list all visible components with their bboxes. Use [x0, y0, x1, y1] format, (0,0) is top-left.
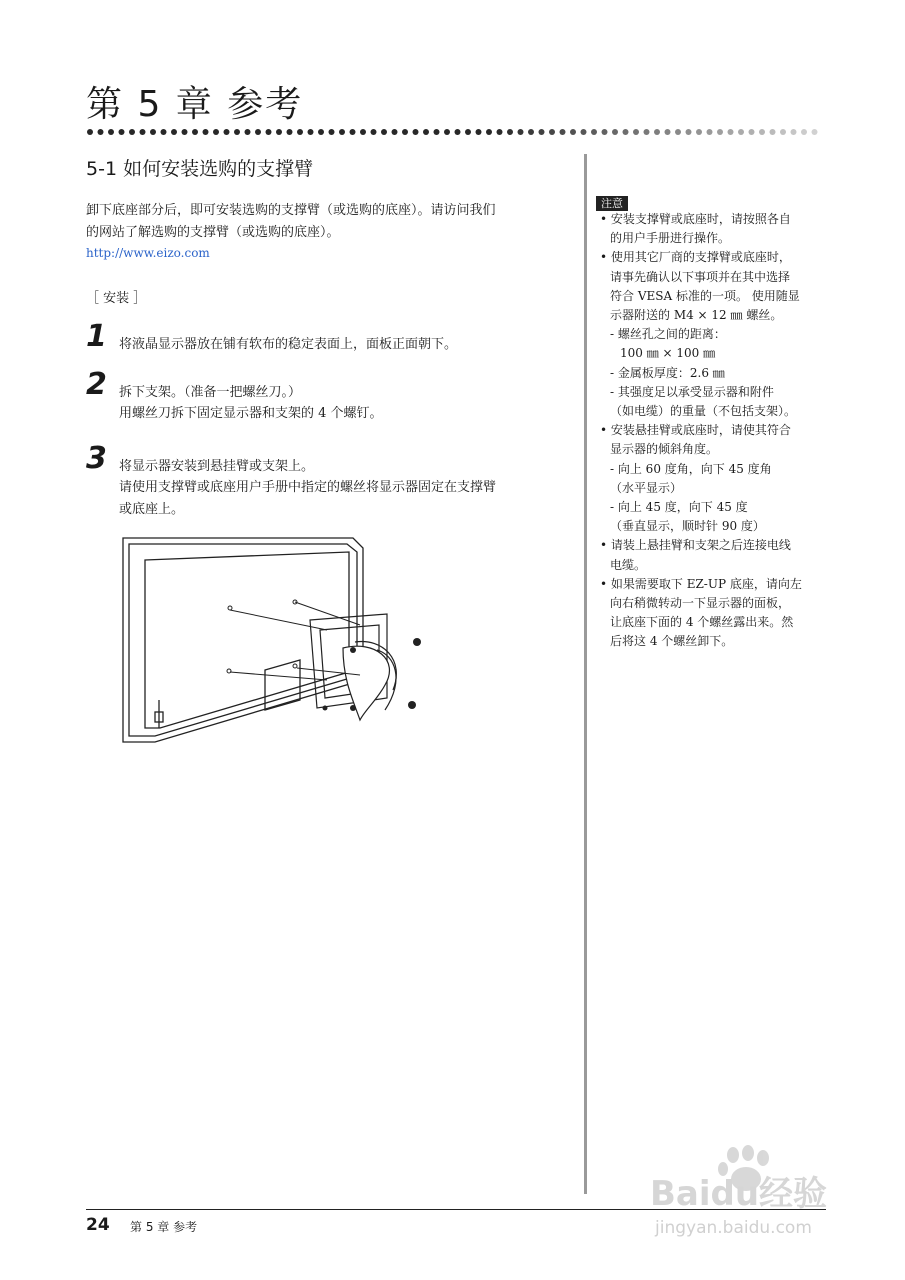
page-number: 24 [86, 1215, 110, 1235]
note-line: 100 ㎜ × 100 ㎜ [620, 346, 716, 361]
divider-dot [791, 129, 797, 135]
monitor-mounting-illustration [115, 530, 425, 750]
note-line: 让底座下面的 4 个螺丝露出来。然 [610, 615, 794, 630]
divider-dot [224, 129, 230, 135]
eizo-link[interactable]: http://www.eizo.com [86, 246, 210, 260]
note-line: • 请装上悬挂臂和支架之后连接电线 [600, 538, 791, 553]
note-line: （垂直显示，顺时针 90 度） [610, 519, 765, 534]
note-line: （水平显示） [610, 480, 683, 495]
intro-paragraph [86, 200, 571, 244]
divider-dot [234, 129, 240, 135]
divider-dot [581, 129, 587, 135]
step-body: 用螺丝刀拆下固定显示器和支架的 4 个螺钉。 [119, 406, 383, 421]
divider-dot [434, 129, 440, 135]
divider-dot [192, 129, 198, 135]
divider-dot [213, 129, 219, 135]
divider-dot [560, 129, 566, 135]
step-number: 3 [86, 441, 107, 476]
footer-chapter: 第 5 章 参考 [130, 1220, 198, 1234]
divider-dot [119, 129, 125, 135]
divider-dot [297, 129, 303, 135]
divider-dot [591, 129, 597, 135]
divider-dot [150, 129, 156, 135]
note-line: - 向上 45 度，向下 45 度 [610, 500, 748, 515]
note-line: 示器附送的 M4 × 12 ㎜ 螺丝。 [610, 308, 783, 323]
divider-dot [770, 129, 776, 135]
note-line: 符合 VESA 标准的一项。 使用随显 [610, 288, 800, 303]
divider-dot [287, 129, 293, 135]
intro-line: 的网站了解选购的支撑臂（或选购的底座）。 [86, 225, 340, 240]
divider-dot [455, 129, 461, 135]
divider-dot [644, 129, 650, 135]
install-heading: ［ 安装 ］ [86, 291, 147, 306]
divider-dot [780, 129, 786, 135]
divider-dot [339, 129, 345, 135]
note-line: • 使用其它厂商的支撑臂或底座时， [600, 250, 791, 265]
divider-dot [654, 129, 660, 135]
divider-dot [465, 129, 471, 135]
divider-dot [140, 129, 146, 135]
divider-dot [402, 129, 408, 135]
note-line: 向右稍微转动一下显示器的面板， [610, 596, 791, 611]
divider-dot [686, 129, 692, 135]
chapter-title: 第 5 章 参考 [86, 84, 304, 125]
step-title: 将液晶显示器放在铺有软布的稳定表面上，面板正面朝下。 [119, 337, 458, 352]
note-line: • 安装支撑臂或底座时，请按照各自 [600, 212, 791, 226]
baidu-watermark [650, 1145, 850, 1245]
divider-dot [423, 129, 429, 135]
divider-dot [318, 129, 324, 135]
intro-line: 卸下底座部分后，即可安装选购的支撑臂（或选购的底座）。请访问我们 [86, 203, 496, 218]
divider-dot [161, 129, 167, 135]
divider-dot [801, 129, 807, 135]
note-line: - 其强度足以承受显示器和附件 [610, 384, 774, 399]
divider-dot [539, 129, 545, 135]
divider-dot [728, 129, 734, 135]
column-divider [584, 154, 587, 1194]
divider-dot [108, 129, 114, 135]
divider-dot [98, 129, 104, 135]
divider-dot [87, 129, 93, 135]
note-line: • 如果需要取下 EZ-UP 底座，请向左 [600, 576, 802, 591]
divider-dot [203, 129, 209, 135]
note-line: - 金属板厚度：2.6 ㎜ [610, 365, 725, 380]
divider-dot [308, 129, 314, 135]
divider-dot [255, 129, 261, 135]
divider-dot [612, 129, 618, 135]
note-line: 请事先确认以下事项并在其中选择 [610, 269, 791, 284]
note-line: 后将这 4 个螺丝卸下。 [610, 634, 734, 649]
divider-dot [329, 129, 335, 135]
divider-dot [738, 129, 744, 135]
divider-dot [623, 129, 629, 135]
divider-dot [171, 129, 177, 135]
section-title: 5-1 如何安装选购的支撑臂 [86, 158, 314, 180]
note-line: 显示器的倾斜角度。 [610, 442, 719, 457]
step-body [119, 477, 574, 521]
step-number: 2 [86, 367, 107, 402]
note-line: 的用户手册进行操作。 [610, 231, 731, 246]
divider-dot [266, 129, 272, 135]
divider-dot [675, 129, 681, 135]
divider-dot [182, 129, 188, 135]
watermark-brand: Baidu经验 [650, 1174, 828, 1214]
divider-dot [717, 129, 723, 135]
divider-dot [360, 129, 366, 135]
watermark-url: jingyan.baidu.com [655, 1218, 812, 1238]
divider-dot [129, 129, 135, 135]
divider-dot [528, 129, 534, 135]
divider-dot [371, 129, 377, 135]
divider-dot [276, 129, 282, 135]
note-tag: 注意 [596, 196, 628, 211]
divider-dot [696, 129, 702, 135]
divider-dot [749, 129, 755, 135]
step-body-line: 请使用支撑臂或底座用户手册中指定的螺丝将显示器固定在支撑臂 [119, 480, 497, 495]
divider-dot [602, 129, 608, 135]
divider-dot [665, 129, 671, 135]
step-title: 将显示器安装到悬挂臂或支架上。 [119, 459, 315, 474]
divider-dot [486, 129, 492, 135]
step-title: 拆下支架。（准备一把螺丝刀。） [119, 385, 302, 400]
divider-dot [570, 129, 576, 135]
note-line: - 螺丝孔之间的距离： [610, 327, 726, 342]
step-number: 1 [86, 319, 107, 354]
note-line: • 安装悬挂臂或底座时，请使其符合 [600, 423, 791, 438]
divider-dot [633, 129, 639, 135]
note-line: - 向上 60 度角，向下 45 度角 [610, 461, 772, 476]
divider-dot [812, 129, 818, 135]
divider-dot [759, 129, 765, 135]
divider-dot [476, 129, 482, 135]
divider-dot [444, 129, 450, 135]
divider-dot [413, 129, 419, 135]
note-line: 电缆。 [610, 557, 647, 572]
divider-dot [497, 129, 503, 135]
step-body-line: 或底座上。 [119, 502, 185, 517]
divider-dot [245, 129, 251, 135]
notes-list [596, 210, 824, 652]
divider-dot [518, 129, 524, 135]
divider-dot [507, 129, 513, 135]
note-line: （如电缆）的重量（不包括支架）。 [610, 404, 797, 419]
divider-dot [549, 129, 555, 135]
divider-dot [381, 129, 387, 135]
dotted-divider [86, 128, 821, 136]
divider-dot [707, 129, 713, 135]
divider-dot [350, 129, 356, 135]
divider-dot [392, 129, 398, 135]
